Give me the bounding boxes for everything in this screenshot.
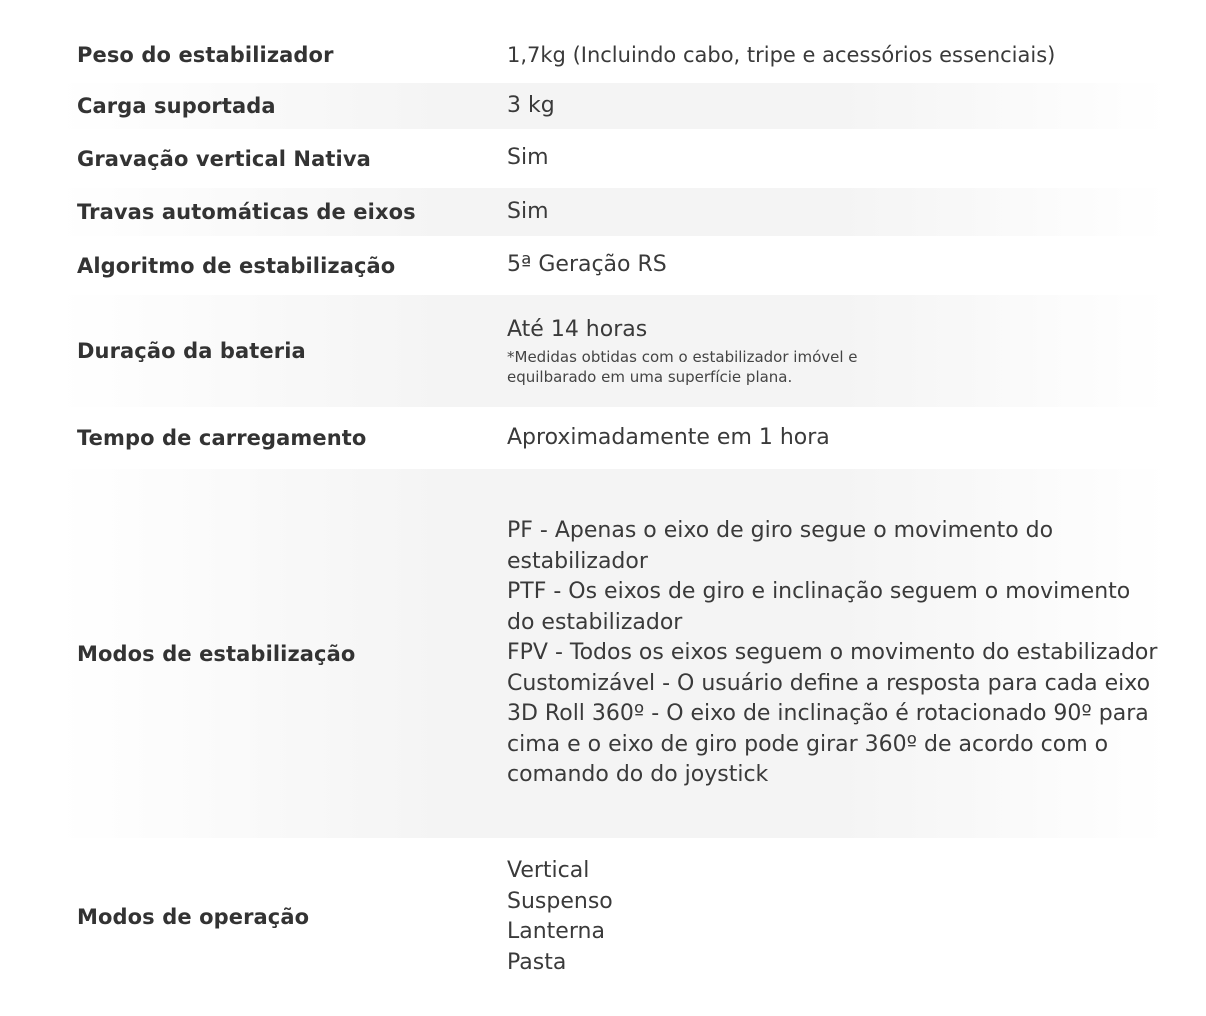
list-item: Suspenso xyxy=(507,888,613,914)
spec-value-list xyxy=(507,516,1168,791)
spec-row-operation-modes xyxy=(58,838,1168,996)
spec-row-algorithm xyxy=(58,236,1168,295)
spec-row-payload xyxy=(58,83,1168,129)
spec-footnote: *Medidas obtidas com o estabilizador imóvel e equilbarado em uma superfície plana. xyxy=(507,348,858,387)
spec-row-battery xyxy=(58,295,1168,407)
spec-value: Sim xyxy=(507,145,549,171)
spec-value-list xyxy=(507,856,1168,978)
spec-label: Modos de estabilização xyxy=(77,641,356,666)
list-item: Pasta xyxy=(507,949,567,975)
spec-label: Modos de operação xyxy=(77,905,310,929)
spec-label: Algoritmo de estabilização xyxy=(77,253,396,278)
spec-label: Carga suportada xyxy=(77,94,276,118)
spec-row-locks xyxy=(58,188,1168,236)
spec-value: Sim xyxy=(507,198,549,224)
list-item: PF - Apenas o eixo de giro segue o movimento do estabilizador xyxy=(507,518,1054,574)
spec-value: 3 kg xyxy=(507,92,555,118)
spec-row-charging xyxy=(58,407,1168,469)
spec-row-stabilization-modes xyxy=(58,469,1168,838)
spec-value-group xyxy=(507,315,1168,388)
list-item: FPV - Todos os eixos seguem o movimento do estabilizador xyxy=(507,640,1158,666)
list-item: 3D Roll 360º - O eixo de inclinação é rotacionado 90º para cima e o eixo de giro pode girar 360º de acordo com o comando do do joystick xyxy=(507,701,1149,788)
list-item: Customizável - O usuário define a resposta para cada eixo xyxy=(507,670,1151,696)
spec-value: Aproximadamente em 1 hora xyxy=(507,424,830,450)
spec-label: Duração da bateria xyxy=(77,339,306,363)
spec-value: 5ª Geração RS xyxy=(507,252,667,278)
spec-row-vertical xyxy=(58,129,1168,188)
spec-label: Gravação vertical Nativa xyxy=(77,146,371,171)
list-item: Lanterna xyxy=(507,919,605,944)
spec-label: Tempo de carregamento xyxy=(77,426,367,450)
spec-value: 1,7kg (Incluindo cabo, tripe e acessórios essenciais) xyxy=(507,42,1056,67)
spec-table xyxy=(58,27,1168,996)
spec-label: Peso do estabilizador xyxy=(77,43,334,67)
list-item: PTF - Os eixos de giro e inclinação seguem o movimento do estabilizador xyxy=(507,579,1131,635)
list-item: Vertical xyxy=(507,858,590,883)
spec-value: Até 14 horas xyxy=(507,316,648,342)
spec-row-weight xyxy=(58,27,1168,83)
spec-label: Travas automáticas de eixos xyxy=(77,200,416,224)
